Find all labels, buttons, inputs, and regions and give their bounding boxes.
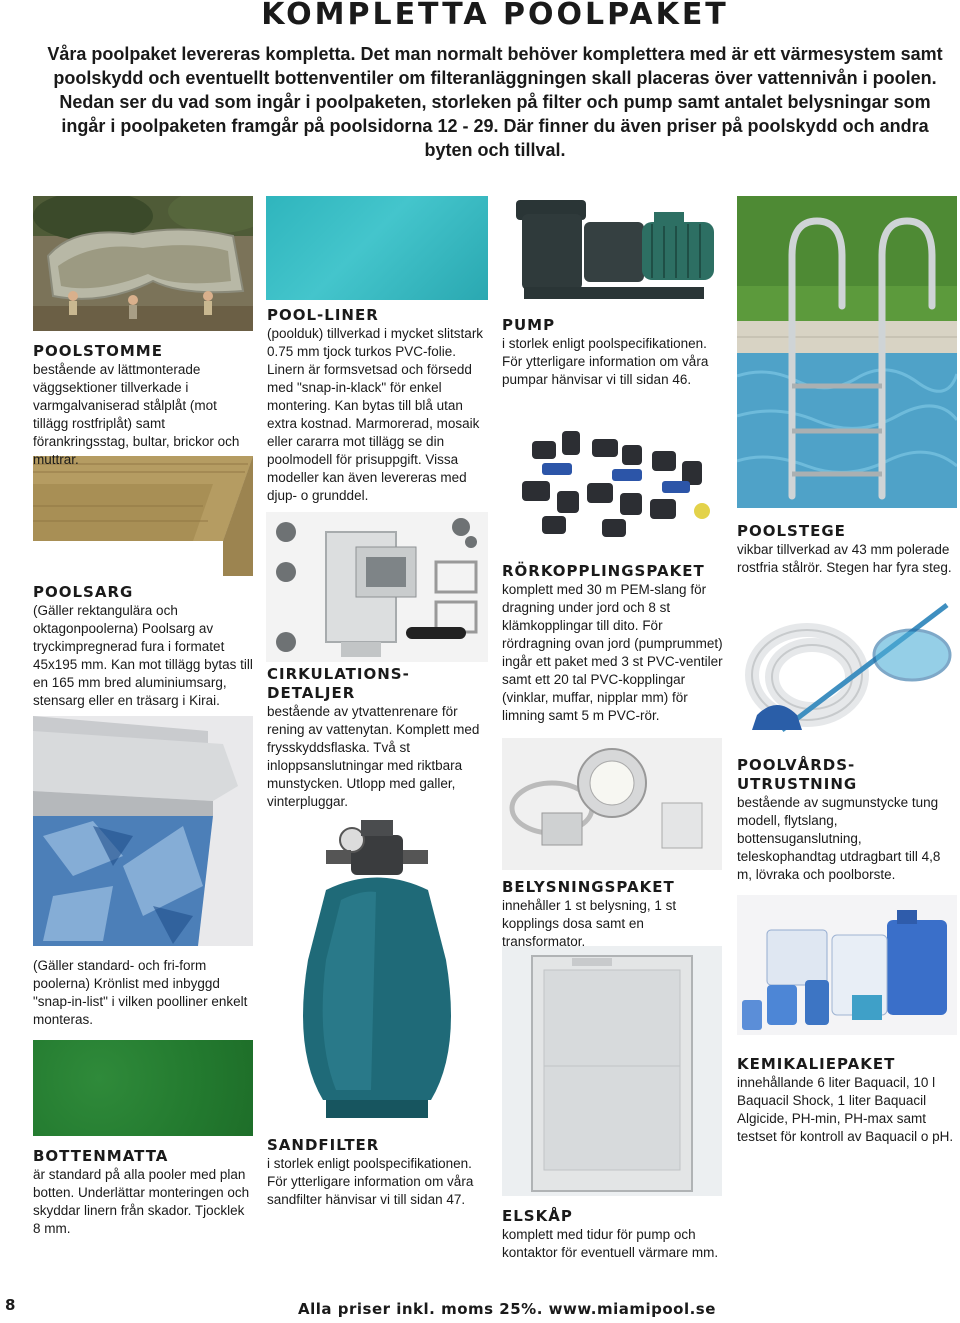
- rorkoppling-photo: [502, 411, 722, 547]
- poolsarg-photo: [33, 456, 253, 576]
- kronlist-photo: [33, 716, 253, 946]
- poolliner-swatch: [266, 196, 488, 300]
- cirkulation-heading: CIRKULATIONS-DETALJER: [267, 665, 410, 702]
- poolstege-text: vikbar tillverkad av 43 mm polerade rostfria stålrör. Stegen har fyra steg.: [737, 542, 952, 575]
- elskap-text: komplett med tidur för pump och kontaktor för eventuell värmare mm.: [502, 1227, 719, 1260]
- rorkoppling-text: komplett med 30 m PEM-slang för dragning under jord och 8 st klämkopplingar till dito. För rördragning ovan jord (pumprummet) ingår ett paket med 3 st PVC-ventiler samt ett 20 tal PVC-kopplingar (vinklar, muffar, nipplar mm) för limning samt 5 m PVC-rör.: [502, 582, 723, 723]
- intro-text: Våra poolpaket levereras kompletta. Det man normalt behöver komplettera med är ett värmesystem samt poolskydd och eventuellt bottenventiler om filteranläggningen skall placeras över vattennivån i poolen. Nedan ser du vad som ingår i poolpaketen, storleken på filter och pump samt antalet belysningar som ingår i poolpaketen framgår på poolsidorna 12 - 29. Där finner du även priser på poolskydd och andra byten och tillval.: [47, 44, 943, 160]
- poolstomme-photo: [33, 196, 253, 331]
- bottenmatta-text: är standard på alla pooler med plan botten. Underlättar monteringen och skyddar linern från skador. Tjocklek 8 mm.: [33, 1167, 250, 1236]
- bottenmatta-swatch: [33, 1040, 253, 1136]
- poolsarg-text: (Gäller rektangulära och oktagonpoolerna) Poolsarg av tryckimpregnerad fura i formatet 45x195 mm. Kan mot tillägg bytas till en 165 mm bred aluminiumsarg, stensarg eller en träsarg i Kirai.: [33, 603, 253, 708]
- kronlist-text: (Gäller standard- och fri-form poolerna) Krönlist med inbyggd "snap-in-list" i vilken poolliner enkelt monteras.: [33, 958, 248, 1027]
- elskap-block: [502, 1207, 724, 1262]
- sandfilter-photo: [266, 810, 488, 1125]
- kemikalie-text: innehållande 6 liter Baquacil, 10 l Baquacil Shock, 1 liter Baquacil Algicide, PH-min, PH-max samt testset för kontroll av Baquacil o pH.: [737, 1075, 954, 1144]
- poolstomme-text: bestående av lättmonterade väggsektioner tillverkade i varmgalvaniserad stålplåt (mot tillägg rostfriplåt) samt förankringsstag, bultar, brickor och muttrar.: [33, 362, 240, 467]
- poolvard-block: [737, 756, 959, 884]
- poolvard-photo: [737, 585, 957, 743]
- poolsarg-block: [33, 583, 255, 710]
- poolliner-block: [267, 306, 491, 505]
- page-number: 8: [5, 1296, 16, 1314]
- poolstege-heading: POOLSTEGE: [737, 522, 846, 540]
- cirkulation-photo: [266, 512, 488, 662]
- footer-text: Alla priser inkl. moms 25%. www.miamipool.se: [298, 1300, 716, 1318]
- belysning-heading: BELYSNINGSPAKET: [502, 878, 675, 896]
- kronlist-block: [33, 957, 255, 1029]
- poolstege-photo: [737, 196, 957, 508]
- belysning-photo: [502, 738, 722, 870]
- sandfilter-heading: SANDFILTER: [267, 1136, 380, 1154]
- kemikalie-photo: [737, 895, 957, 1035]
- pump-block: [502, 316, 724, 389]
- belysning-block: [502, 878, 724, 951]
- elskap-heading: ELSKÅP: [502, 1207, 573, 1225]
- pump-photo: [504, 192, 722, 312]
- sandfilter-block: [267, 1136, 491, 1209]
- cirkulation-text: bestående av ytvattenrenare för rening av vattenytan. Komplett med frysskyddsflaska. Två st inloppsanslutningar med riktbara munstycken. Utlopp med galler, vinterpluggar.: [267, 704, 480, 809]
- pump-heading: PUMP: [502, 316, 556, 334]
- poolliner-heading: POOL-LINER: [267, 306, 379, 324]
- poolsarg-heading: POOLSARG: [33, 583, 134, 601]
- poolliner-text: (poolduk) tillverkad i mycket slitstark 0.75 mm tjock turkos PVC-folie. Linern är formsvetsad och försedd med "snap-in-klack" för enkel montering. Kan bytas till blå utan extra kostnad. Marmorerad, mosaik eller cararra mot tillägg se din poolmodell för prisuppgift. Vissa modeller kan även levereras med djup- o grunddel.: [267, 326, 484, 503]
- bottenmatta-block: [33, 1147, 255, 1238]
- page-title: KOMPLETTA POOLPAKET: [261, 0, 729, 32]
- poolstomme-block: [33, 342, 255, 469]
- kemikalie-heading: KEMIKALIEPAKET: [737, 1055, 896, 1073]
- elskap-photo: [502, 946, 722, 1196]
- rorkoppling-heading: RÖRKOPPLINGSPAKET: [502, 562, 705, 580]
- bottenmatta-heading: BOTTENMATTA: [33, 1147, 169, 1165]
- poolvard-heading: POOLVÅRDS-UTRUSTNING: [737, 756, 858, 793]
- cirkulation-block: [267, 665, 491, 811]
- sandfilter-text: i storlek enligt poolspecifikationen. För ytterligare information om våra sandfilter hänvisar vi till sidan 47.: [267, 1156, 474, 1207]
- rorkoppling-block: [502, 562, 724, 725]
- poolstege-block: [737, 522, 959, 577]
- belysning-text: innehåller 1 st belysning, 1 st kopplings dosa samt en transformator.: [502, 898, 677, 949]
- kemikalie-block: [737, 1055, 959, 1146]
- poolvard-text: bestående av sugmunstycke tung modell, flytslang, bottensuganslutning, teleskophandtag utdragbart till 4,8 m, lövraka och poolborste.: [737, 795, 941, 882]
- poolstomme-heading: POOLSTOMME: [33, 342, 163, 360]
- pump-text: i storlek enligt poolspecifikationen. För ytterligare information om våra pumpar hänvisar vi till sidan 46.: [502, 336, 709, 387]
